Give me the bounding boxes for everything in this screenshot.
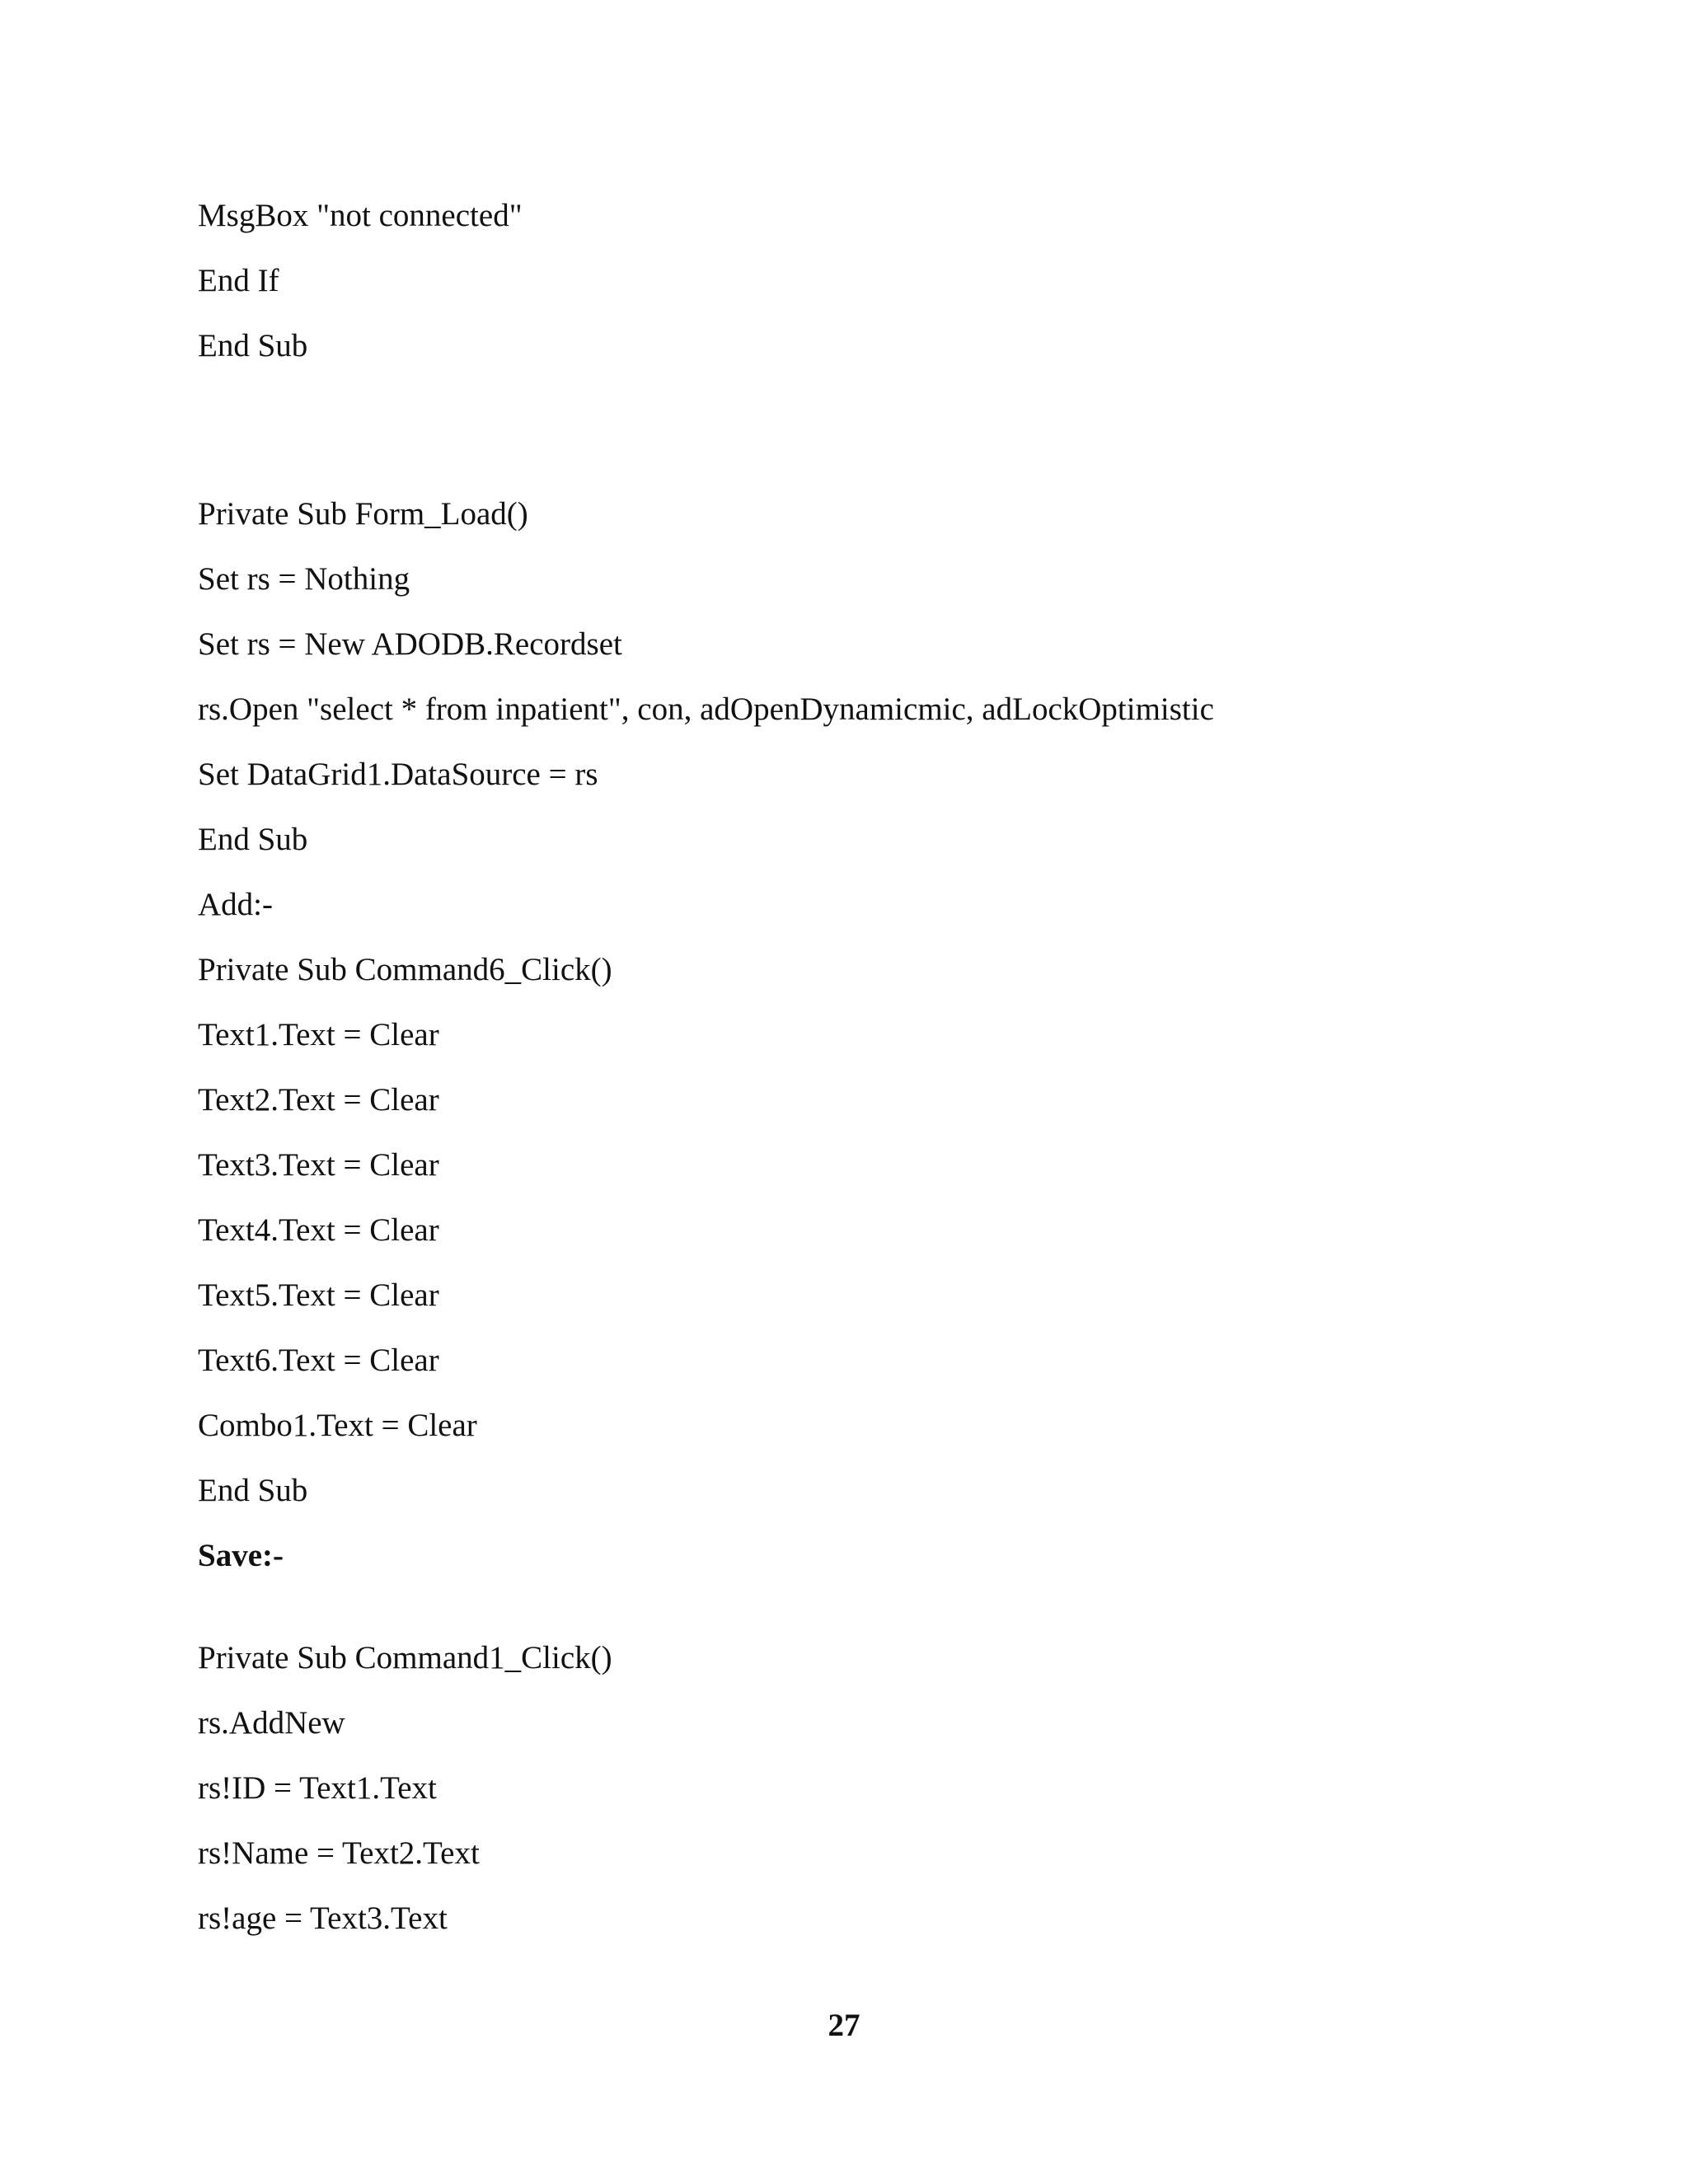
- code-line-text1-clear: Text1.Text = Clear: [198, 1017, 439, 1052]
- code-line-command1: Private Sub Command1_Click(): [198, 1640, 612, 1675]
- code-line-addnew: rs.AddNew: [198, 1705, 345, 1741]
- code-line-rs-id: rs!ID = Text1.Text: [198, 1770, 437, 1806]
- page-number: 27: [828, 2008, 860, 2043]
- code-line-rs-name: rs!Name = Text2.Text: [198, 1835, 480, 1871]
- code-line-text2-clear: Text2.Text = Clear: [198, 1082, 439, 1118]
- code-line-datasource: Set DataGrid1.DataSource = rs: [198, 757, 598, 792]
- section-label-add: Add:-: [198, 887, 273, 922]
- code-line-end-if: End If: [198, 263, 279, 298]
- code-line-form-load: Private Sub Form_Load(): [198, 496, 528, 532]
- code-line-rs-open: rs.Open "select * from inpatient", con, adOpenDynamicmic, adLockOptimistic: [198, 691, 1214, 727]
- code-line-rs-age: rs!age = Text3.Text: [198, 1900, 448, 1936]
- code-line-set-nothing: Set rs = Nothing: [198, 561, 410, 597]
- code-line-text6-clear: Text6.Text = Clear: [198, 1343, 439, 1378]
- section-label-save: Save:-: [198, 1538, 284, 1573]
- code-line-combo1-clear: Combo1.Text = Clear: [198, 1408, 477, 1443]
- code-line-text4-clear: Text4.Text = Clear: [198, 1212, 439, 1248]
- code-line-text3-clear: Text3.Text = Clear: [198, 1147, 439, 1183]
- code-line-end-sub: End Sub: [198, 328, 308, 363]
- code-line-end-sub: End Sub: [198, 822, 308, 857]
- code-line-msgbox: MsgBox "not connected": [198, 198, 523, 233]
- code-line-end-sub: End Sub: [198, 1473, 308, 1508]
- code-line-command6: Private Sub Command6_Click(): [198, 952, 612, 987]
- code-line-new-recordset: Set rs = New ADODB.Recordset: [198, 626, 622, 662]
- code-line-text5-clear: Text5.Text = Clear: [198, 1277, 439, 1313]
